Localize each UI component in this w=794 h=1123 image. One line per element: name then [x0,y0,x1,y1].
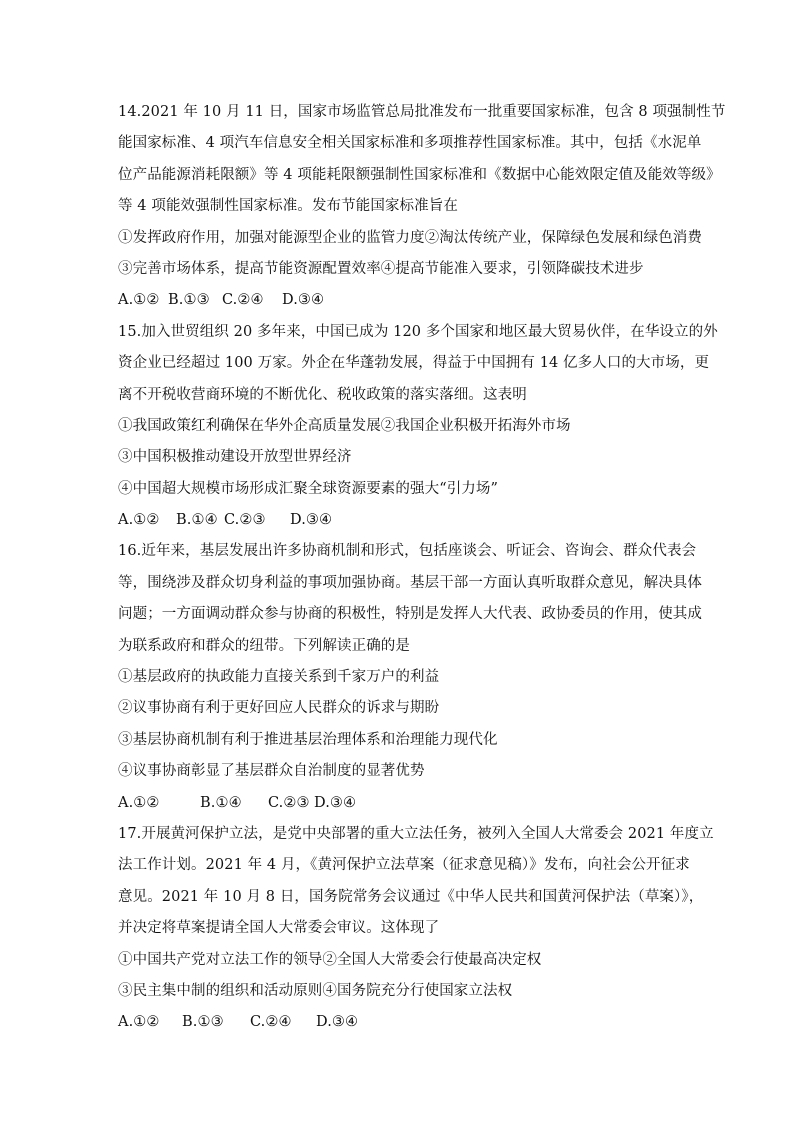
option-b: B.①④ [200,794,242,811]
option-a: A.①② [118,1014,160,1031]
option-b: B.①③ [182,1014,224,1031]
question-stem-line: 资企业已经超过 100 万家。外企在华蓬勃发展，得益于中国拥有 14 亿多人口的大市场，更 [118,355,710,372]
statement-line: ③完善市场体系，提高节能资源配置效率④提高节能准入要求，引领降碳技术进步 [118,260,644,277]
statement-line: ③基层协商机制有利于推进基层治理体系和治理能力现代化 [118,731,498,748]
answer-options [118,505,678,536]
question-stem-line: 为联系政府和群众的纽带。下列解读正确的是 [118,637,410,654]
question-14 [118,97,726,317]
question-15 [118,317,718,537]
question-stem-line: 问题；一方面调动群众参与协商的积极性，特别是发挥人大代表、政协委员的作用，使其成 [118,606,702,623]
statement-line: ②议事协商有利于更好回应人民群众的诉求与期盼 [118,700,440,717]
question-16 [118,536,702,819]
option-b: B.①④ [176,512,218,529]
option-a: A.①② [118,512,160,529]
question-stem-line: 意见。2021 年 10 月 8 日，国务院常务会议通过《中华人民共和国黄河保护法（草案）》， [118,888,704,905]
question-stem-line: 15.加入世贸组织 20 多年来，中国已成为 120 多个国家和地区最大贸易伙伴，在华设立的外 [118,323,718,340]
question-stem-line: 并决定将草案提请全国人大常委会审议。这体现了 [118,920,440,937]
option-c: C.②③ [224,512,266,529]
option-a: A.①② [118,794,160,811]
statement-line: ③民主集中制的组织和活动原则④国务院充分行使国家立法权 [118,982,513,999]
statement-line: ①基层政府的执政能力直接关系到千家万户的利益 [118,669,440,686]
statement-line: ③中国积极推动建设开放型世界经济 [118,449,352,466]
option-d: D.③④ [316,1014,359,1031]
answer-options [118,285,678,316]
option-d: D.③④ [314,794,357,811]
statement-line: ①发挥政府作用，加强对能源型企业的监管力度②淘汰传统产业，保障绿色发展和绿色消费 [118,229,702,246]
question-stem-line: 离不开税收营商环境的不断优化、税收政策的落实落细。这表明 [118,386,527,403]
answer-options [118,1007,678,1038]
question-stem-line: 17.开展黄河保护立法，是党中央部署的重大立法任务，被列入全国人大常委会 2021 年度立 [118,825,714,842]
statement-line: ①中国共产党对立法工作的领导②全国人大常委会行使最高决定权 [118,951,542,968]
question-stem-line: 16.近年来，基层发展出许多协商机制和形式，包括座谈会、听证会、咨询会、群众代表会 [118,543,697,560]
statement-line: ①我国政策红利确保在华外企高质量发展②我国企业积极开拓海外市场 [118,417,571,434]
question-stem-line: 能国家标准、4 项汽车信息安全相关国家标准和多项推荐性国家标准。其中，包括《水泥单 [118,135,702,152]
option-d: D.③④ [290,512,333,529]
question-17 [118,819,714,1039]
statement-line: ④中国超大规模市场形成汇聚全球资源要素的强大“引力场” [118,480,499,497]
option-b: B.①③ [168,292,210,309]
statement-line: ④议事协商彰显了基层群众自治制度的显著优势 [118,763,425,780]
question-stem-line: 等 4 项能效强制性国家标准。发布节能国家标准旨在 [118,198,458,215]
answer-options [118,788,678,819]
option-c: C.②④ [250,1014,292,1031]
question-stem-line: 14.2021 年 10 月 11 日，国家市场监管总局批准发布一批重要国家标准，包含 8 项强制性节 [118,104,726,120]
option-c: C.②③ [268,794,310,811]
question-stem-line: 位产品能源消耗限额》等 4 项能耗限额强制性国家标准和《数据中心能效限定值及能效等级》 [118,166,721,183]
question-stem-line: 等，围绕涉及群众切身利益的事项加强协商。基层干部一方面认真听取群众意见，解决具体 [118,574,702,591]
option-d: D.③④ [282,292,325,309]
option-c: C.②④ [222,292,264,309]
exam-page [118,97,726,1039]
question-stem-line: 法工作计划。2021 年 4 月，《黄河保护立法草案（征求意见稿）》发布，向社会公开征求 [118,857,690,874]
option-a: A.①② [118,292,160,309]
